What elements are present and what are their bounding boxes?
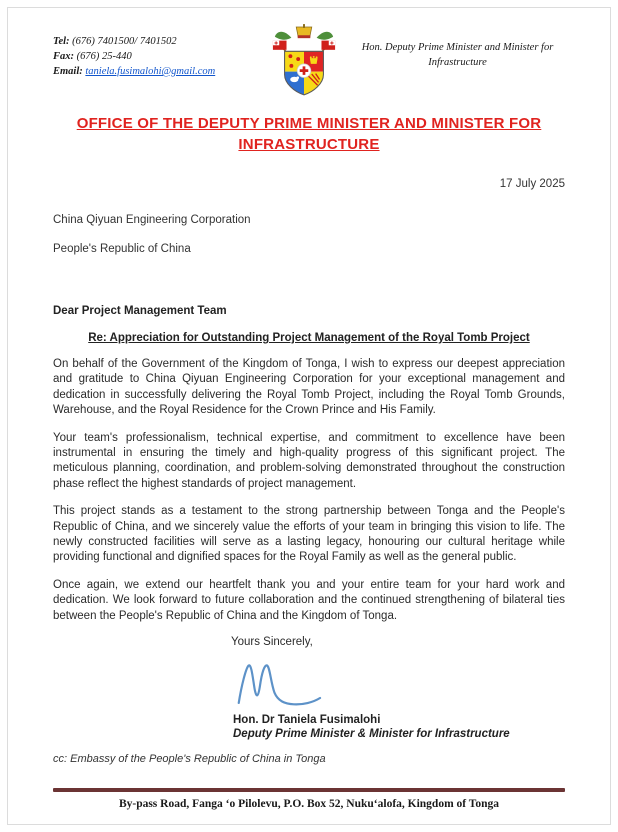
recipient-country: People's Republic of China	[53, 243, 191, 255]
fax-line	[53, 49, 258, 64]
body-paragraph-3: This project stands as a testament to the strong partnership between Tonga and the People's Republic of China, and we sincerely value the efforts of your team in bringing this vision to life. The newly constructed facilities will serve as a lasting legacy, honouring our cultural heritage while providing functional and dignified spaces for the Royal Family as well as the general public.	[53, 505, 565, 564]
contact-block	[53, 30, 258, 79]
body-paragraph-4: Once again, we extend our heartfelt thank you and your entire team for your hard work and dedication. We look forward to future collaboration and the continued strengthening of bilateral ties between the People's Republic of China and the Kingdom of Tonga.	[53, 578, 565, 622]
minister-title: Hon. Deputy Prime Minister and Minister for Infrastructure	[361, 42, 554, 68]
email-line	[53, 64, 258, 79]
tel-label: Tel:	[53, 36, 70, 47]
signatory-block	[233, 714, 565, 740]
closing-line: Yours Sincerely,	[231, 636, 313, 649]
letter-date: 17 July 2025	[499, 178, 565, 190]
body-paragraph-1: On behalf of the Government of the Kingdom of Tonga, I wish to express our deepest appreciation and gratitude to China Qiyuan Engineering Corporation for your exceptional management and dedication in successfully delivering the Royal Tomb Project, including the Royal Tomb Grounds, Warehouse, and the Royal Residence for the Crown Prince and His Family.	[53, 358, 565, 417]
letter-footer	[53, 788, 565, 810]
recipient-name: China Qiyuan Engineering Corporation	[53, 214, 251, 226]
body-paragraph-2: Your team's professionalism, technical expertise, and commitment to excellence have been instrumental in ensuring the timely and high-quality progress of this significant project. The meticulous planning, coordination, and problem-solving demonstrated throughout the construction phase reflect the highest standards of project management.	[53, 431, 565, 490]
email-label: Email:	[53, 66, 83, 77]
office-title: OFFICE OF THE DEPUTY PRIME MINISTER AND MINISTER FOR INFRASTRUCTURE	[76, 115, 542, 153]
letterhead	[53, 30, 565, 103]
tel-line	[53, 34, 258, 49]
cc-line: cc: Embassy of the People's Republic of China in Tonga	[53, 753, 326, 766]
subject-line: Re: Appreciation for Outstanding Project Management of the Royal Tomb Project	[88, 332, 530, 344]
signatory-name: Hon. Dr Taniela Fusimalohi	[233, 714, 381, 727]
signatory-title: Deputy Prime Minister & Minister for Infrastructure	[233, 728, 510, 741]
handwritten-signature-icon	[233, 656, 565, 712]
fax-label: Fax:	[53, 51, 74, 62]
email-link[interactable]: taniela.fusimalohi@gmail.com	[85, 66, 216, 77]
tonga-coat-of-arms-icon	[270, 24, 338, 103]
footer-divider-bar	[53, 788, 565, 792]
fax-value: (676) 25-440	[76, 51, 132, 62]
salutation: Dear Project Management Team	[53, 305, 227, 317]
letter-content	[0, 30, 618, 765]
footer-address: By-pass Road, Fanga ʻo Pilolevu, P.O. Box 52, Nukuʻalofa, Kingdom of Tonga	[118, 798, 500, 810]
tel-value: (676) 7401500/ 7401502	[72, 36, 177, 47]
